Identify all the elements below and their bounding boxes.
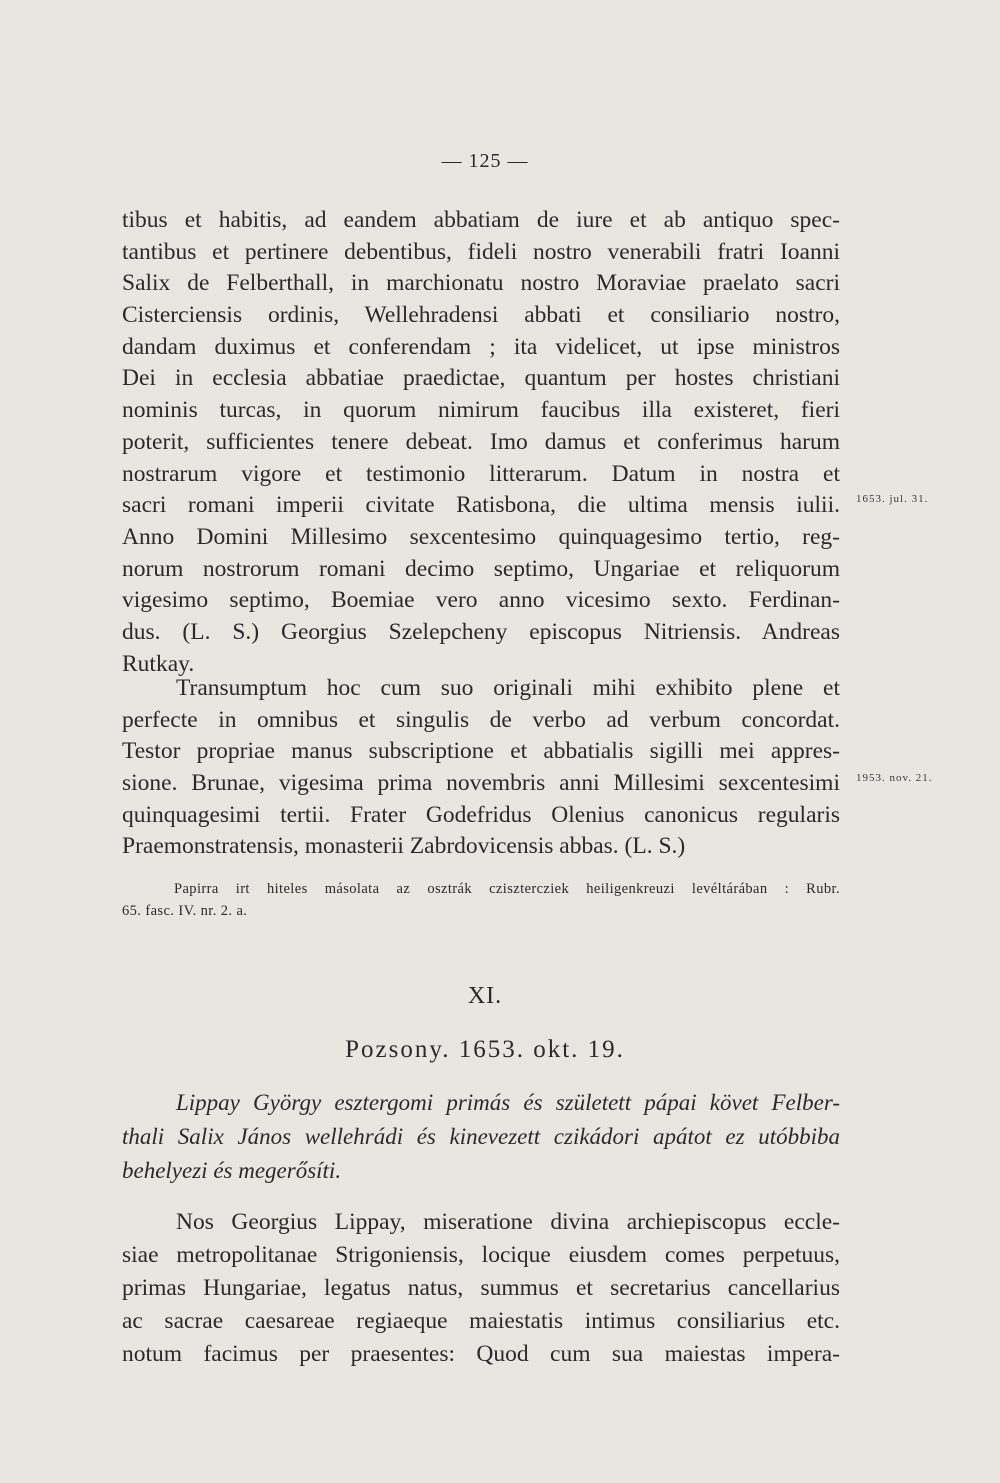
text-line: poterit, sufficientes tenere debeat. Imo damus et conferimus harum xyxy=(122,428,840,455)
footnote xyxy=(122,878,840,922)
text-line: ac sacrae caesareae regiaeque maiestatis intimus consiliarius etc. xyxy=(122,1308,840,1334)
text-line: siae metropolitanae Strigoniensis, locique eiusdem comes perpetuus, xyxy=(122,1242,840,1268)
section-number: XI. xyxy=(467,983,503,1009)
text-line: Nos Georgius Lippay, miseratione divina archiepiscopus eccle- xyxy=(176,1209,840,1235)
summary-line: behelyezi és megerősíti. xyxy=(122,1158,342,1183)
summary-line: thali Salix János wellehrádi és kinevezett czikádori apátot ez utóbbiba xyxy=(122,1124,840,1149)
footnote-line: 65. fasc. IV. nr. 2. a. xyxy=(122,903,248,919)
footnote-line: Papirra irt hiteles másolata az osztrák czisztercziek heiligenkreuzi levéltárában : Rubr. xyxy=(174,881,840,897)
summary-line: Lippay György esztergomi primás és született pápai követ Felber- xyxy=(176,1090,840,1115)
text-line: nostrarum vigore et testimonio litterarum. Datum in nostra et xyxy=(122,460,840,487)
page-number: — 125 — xyxy=(441,150,529,172)
text-line: vigesimo septimo, Boemiae vero anno vicesimo sexto. Ferdinan- xyxy=(122,587,840,614)
margin-date-note: 1953. nov. 21. xyxy=(856,772,933,784)
text-line: sione. Brunae, vigesima prima novembris anni Millesimi sexcentesimi xyxy=(122,770,840,797)
paragraph-1 xyxy=(122,205,840,680)
text-line: tantibus et pertinere debentibus, fideli nostro venerabili fratri Ioanni xyxy=(122,238,840,265)
text-line: Testor propriae manus subscriptione et abbatialis sigilli mei appres- xyxy=(122,738,840,765)
text-line: Salix de Felberthall, in marchionatu nostro Moraviae praelato sacri xyxy=(122,270,840,297)
text-line: dandam duximus et conferendam ; ita videlicet, ut ipse ministros xyxy=(122,333,840,360)
text-line: quinquagesimi tertii. Frater Godefridus Olenius canonicus regularis xyxy=(122,801,840,828)
text-line: Rutkay. xyxy=(122,650,195,677)
text-line: primas Hungariae, legatus natus, summus et secretarius cancellarius xyxy=(122,1275,840,1301)
section-place-date: Pozsony. 1653. okt. 19. xyxy=(345,1036,625,1063)
margin-date-note: 1653. jul. 31. xyxy=(856,493,929,505)
paragraph-3 xyxy=(122,1206,840,1371)
text-line: perfecte in omnibus et singulis de verbo ad verbum concordat. xyxy=(122,706,840,733)
text-line: notum facimus per praesentes: Quod cum sua maiestas impera- xyxy=(122,1341,840,1367)
text-line: Cisterciensis ordinis, Wellehradensi abbati et consiliario nostro, xyxy=(122,302,840,329)
text-line: sacri romani imperii civitate Ratisbona, die ultima mensis iulii. xyxy=(122,492,840,519)
text-line: tibus et habitis, ad eandem abbatiam de iure et ab antiquo spec- xyxy=(122,207,840,233)
text-line: Anno Domini Millesimo sexcentesimo quinquagesimo tertio, reg- xyxy=(122,523,840,550)
text-line: Transumptum hoc cum suo originali mihi exhibito plene et xyxy=(176,675,840,701)
paragraph-2 xyxy=(122,673,840,863)
text-line: norum nostrorum romani decimo septimo, Ungariae et reliquorum xyxy=(122,555,840,582)
text-line: Dei in ecclesia abbatiae praedictae, quantum per hostes christiani xyxy=(122,365,840,392)
section-summary xyxy=(122,1086,840,1188)
text-line: Praemonstratensis, monasterii Zabrdovicensis abbas. (L. S.) xyxy=(122,833,686,860)
text-line: dus. (L. S.) Georgius Szelepcheny episcopus Nitriensis. Andreas xyxy=(122,618,840,645)
text-line: nominis turcas, in quorum nimirum faucibus illa existeret, fieri xyxy=(122,397,840,424)
